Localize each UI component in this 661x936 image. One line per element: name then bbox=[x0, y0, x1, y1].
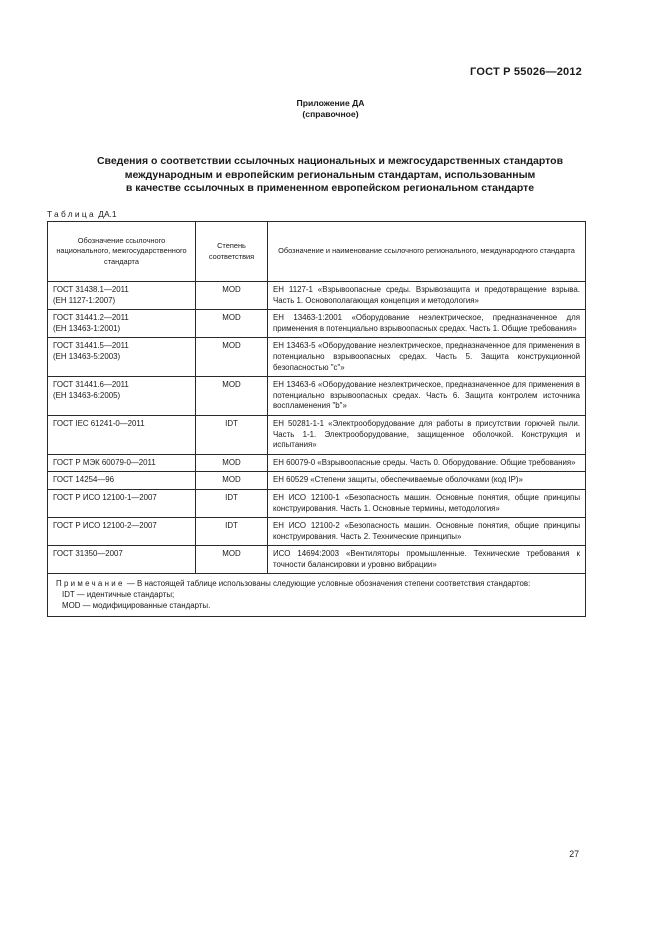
cell-reference-standard: ЕН 13463-6 «Оборудование неэлектрическое, предназначенное для применения в потенциально взрывоопасных средах. Часть 6. Защита контролем источника воспламенения "b"» bbox=[268, 377, 586, 416]
cell-degree: IDT bbox=[196, 489, 268, 517]
cell-degree: MOD bbox=[196, 282, 268, 310]
cell-national-standard bbox=[48, 472, 196, 490]
table-row bbox=[48, 489, 586, 517]
note-text: — В настоящей таблице использованы следующие условные обозначения степени соответствия стандартов: bbox=[124, 579, 531, 589]
standard-code: ГОСТ 31441.6—2011 bbox=[53, 380, 129, 390]
cell-reference-standard: ИСО 14694:2003 «Вентиляторы промышленные. Технические требования к точности балансировки и уровню вибрации» bbox=[268, 546, 586, 574]
cell-reference-standard: ЕН 13463-5 «Оборудование неэлектрическое, предназначенное для применения в потенциально взрывоопасных средах. Часть 5. Защита конструкционной безопасностью "с"» bbox=[268, 338, 586, 377]
table-caption bbox=[47, 209, 117, 219]
cell-reference-standard: ЕН 60529 «Степени защиты, обеспечиваемые оболочками (код IP)» bbox=[268, 472, 586, 490]
correspondence-table bbox=[47, 221, 586, 617]
cell-degree: MOD bbox=[196, 310, 268, 338]
standard-code: ГОСТ 31438.1—2011 bbox=[53, 285, 129, 294]
table-row bbox=[48, 546, 586, 574]
table-caption-label: Таблица bbox=[47, 209, 96, 219]
cell-national-standard bbox=[48, 310, 196, 338]
cell-degree: IDT bbox=[196, 518, 268, 546]
standard-code: ГОСТ 31441.5—2011 bbox=[53, 341, 129, 351]
cell-reference-standard: ЕН 60079-0 «Взрывоопасные среды. Часть 0. Оборудование. Общие требования» bbox=[268, 454, 586, 472]
table-body bbox=[48, 282, 586, 574]
cell-degree: MOD bbox=[196, 454, 268, 472]
document-code: ГОСТ Р 55026—2012 bbox=[470, 66, 582, 78]
cell-national-standard bbox=[48, 338, 196, 377]
cell-national-standard bbox=[48, 415, 196, 454]
title-line: международным и европейским региональным стандартам, использованным bbox=[124, 168, 536, 181]
standard-code: ГОСТ Р ИСО 12100-2—2007 bbox=[53, 521, 157, 531]
cell-degree: MOD bbox=[196, 338, 268, 377]
standard-code: ГОСТ 14254—96 bbox=[53, 475, 115, 485]
header-degree: Степень соответствия bbox=[196, 222, 268, 282]
cell-national-standard bbox=[48, 546, 196, 574]
cell-degree: MOD bbox=[196, 546, 268, 574]
note-line-idt: IDT — идентичные стандарты; bbox=[62, 590, 175, 600]
standard-code: ГОСТ Р МЭК 60079-0—2011 bbox=[53, 457, 156, 467]
table-row bbox=[48, 518, 586, 546]
cell-reference-standard: ЕН 1127-1 «Взрывоопасные среды. Взрывозащита и предотвращение взрыва. Часть 1. Основополагающая концепция и методология» bbox=[268, 282, 586, 310]
cell-degree: MOD bbox=[196, 377, 268, 416]
cell-reference-standard: ЕН 13463-1:2001 «Оборудование неэлектрическое, предназначенное для применения в потенциально взрывоопасных средах. Часть 1. Общие требования» bbox=[268, 310, 586, 338]
table-row bbox=[48, 415, 586, 454]
standard-code: ГОСТ IEC 61241-0—2011 bbox=[53, 418, 145, 428]
cell-reference-standard: ЕН 50281-1-1 «Электрооборудование для работы в присутствии горючей пыли. Часть 1-1. Электрооборудование, защищенное оболочкой. Конструкция и испытания» bbox=[268, 415, 586, 454]
standard-code: (ЕН 13463-1:2001) bbox=[53, 323, 121, 333]
cell-national-standard bbox=[48, 282, 196, 310]
table-row bbox=[48, 472, 586, 490]
section-title bbox=[40, 155, 620, 196]
title-line: в качестве ссылочных в примененном европейском региональном стандарте bbox=[125, 182, 535, 194]
cell-reference-standard: ЕН ИСО 12100-1 «Безопасность машин. Основные понятия, общие принципы конструирования. Часть 1. Основные термины, методология» bbox=[268, 489, 586, 517]
annex-subtitle: (справочное) bbox=[302, 109, 359, 119]
note-line-mod: MOD — модифицированные стандарты. bbox=[62, 600, 211, 610]
table-header-row bbox=[48, 222, 586, 282]
header-national-standard: Обозначение ссылочного национального, межгосударственного стандарта bbox=[48, 222, 196, 282]
table-row bbox=[48, 454, 586, 472]
standard-code: ГОСТ 31441.2—2011 bbox=[53, 313, 129, 323]
annex-title: Приложение ДА bbox=[296, 98, 365, 108]
annex-heading bbox=[0, 98, 661, 120]
standard-code: (ЕН 13463-5:2003) bbox=[53, 351, 121, 361]
note-label: Примечание bbox=[56, 579, 125, 589]
standard-code: (ЕН 1127-1:2007) bbox=[53, 295, 116, 305]
table-note bbox=[48, 574, 586, 617]
cell-national-standard bbox=[48, 518, 196, 546]
table-caption-number: ДА.1 bbox=[98, 209, 117, 219]
table-row bbox=[48, 338, 586, 377]
table-note-row bbox=[48, 574, 586, 617]
cell-degree: IDT bbox=[196, 415, 268, 454]
header-reference-standard: Обозначение и наименование ссылочного регионального, международного стандарта bbox=[268, 222, 586, 282]
table-row bbox=[48, 282, 586, 310]
standard-code: (ЕН 13463-6:2005) bbox=[53, 390, 121, 400]
title-line: Сведения о соответствии ссылочных национальных и межгосударственных стандартов bbox=[96, 155, 564, 167]
standard-code: ГОСТ 31350—2007 bbox=[53, 549, 123, 559]
standard-code: ГОСТ Р ИСО 12100-1—2007 bbox=[53, 492, 157, 502]
cell-national-standard bbox=[48, 377, 196, 416]
cell-national-standard bbox=[48, 454, 196, 472]
table-row bbox=[48, 377, 586, 416]
cell-national-standard bbox=[48, 489, 196, 517]
cell-degree: MOD bbox=[196, 472, 268, 490]
table-row bbox=[48, 310, 586, 338]
cell-reference-standard: ЕН ИСО 12100-2 «Безопасность машин. Основные понятия, общие принципы конструирования. Часть 2. Технические принципы» bbox=[268, 518, 586, 546]
page-number: 27 bbox=[569, 849, 579, 859]
note-paragraph bbox=[56, 579, 577, 590]
